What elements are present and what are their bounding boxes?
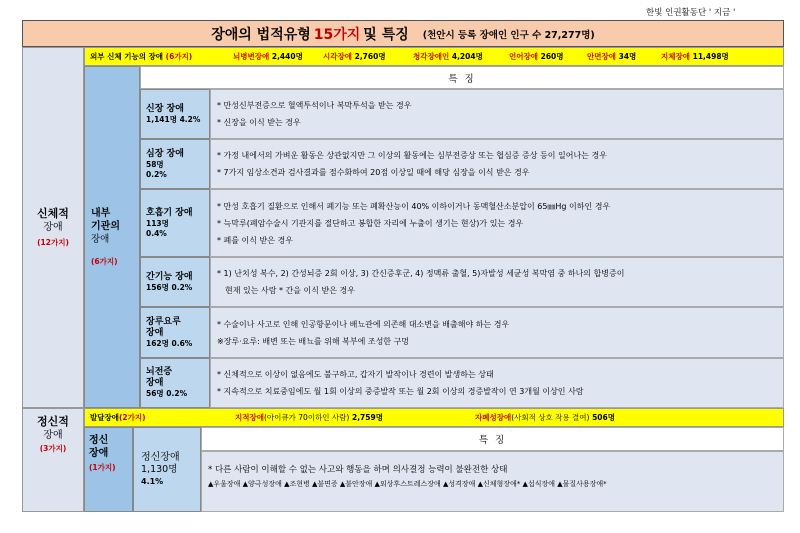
external-item: 청각장애인 4,204명 (413, 52, 483, 61)
mental-features-header: 특 징 (201, 427, 784, 451)
external-item: 언어장애 260명 (509, 52, 564, 61)
mental-types-list: ▲우울장애 ▲양극성장애 ▲조현병 ▲불면증 ▲불안장애 ▲외상후스트레스장애 ▲성격장애 ▲신체형장애* ▲섭식장애 ▲물질사용장애* (208, 480, 607, 488)
internal-count: (6가지) (91, 257, 118, 266)
external-label: 외부 신체 기능의 장애 (90, 52, 164, 61)
ostomy-features: * 수술이나 사고로 인해 인공항문이나 배뇨관에 의존해 대소변을 배출해야 하는 경우 ※장루·요루: 배변 또는 배뇨를 위해 복부에 조성한 구멍 (210, 307, 784, 358)
internal-organ-category (84, 66, 140, 408)
developmental-label: 발달장애(2가지) (90, 413, 146, 422)
mental-title: 정신적 (37, 415, 69, 428)
external-count: (6가지) (165, 52, 193, 61)
ostomy-disability-cell: 장루요루 장애 162명 0.6% (140, 307, 210, 358)
liver-features: * 1) 난치성 복수, 2) 간성뇌증 2회 이상, 3) 간신증후군, 4) 정맥류 출혈, 5)자발성 세균성 복막염 중 하나의 합병증이 현재 있는 사람 * 간을 이식 받은 경우 (210, 257, 784, 307)
physical-subtitle: 장애 (43, 222, 63, 233)
internal-line3: 장애 (91, 234, 110, 245)
title-note: (천안시 등록 장애인 인구 수 27,277명) (422, 29, 595, 41)
physical-disability-category (22, 47, 84, 408)
mental-subcategory: 정신 장애 (1가지) (84, 427, 133, 512)
physical-title: 신체적 (37, 207, 69, 220)
kidney-features: * 만성신부전증으로 혈액투석이나 복막투석을 받는 경우 * 신장을 이식 받는 경우 (210, 89, 784, 139)
organization-label: 한빛 인권활동단 ' 지금 ' (646, 8, 736, 18)
internal-line2: 기관의 (91, 221, 120, 232)
external-item: 뇌병변장애 2,440명 (233, 52, 303, 61)
title-main: 장애의 법적유형 (211, 26, 311, 43)
title-count: 15가지 (313, 26, 361, 43)
features-header: 특 징 (140, 66, 784, 89)
internal-line1: 내부 (91, 208, 111, 219)
external-item: 지체장애 11,498명 (661, 52, 729, 61)
developmental-row (84, 408, 784, 427)
respiratory-features: * 만성 호흡기 질환으로 인해서 폐기능 또는 폐확산능이 40% 이하이거나 동맥혈산소분압이 65㎜Hg 이하인 경우 * 늑막루(폐암수술시 기관지를 절단하고 봉합한 자리에 누출이 생기는 현상)가 있는 경우 * 폐를 이식 받은 경우 (210, 189, 784, 257)
epilepsy-disability-cell: 뇌전증 장애 56명 0.2% (140, 358, 210, 408)
mental-disability-category (22, 408, 84, 512)
kidney-disability-cell: 신장 장애 1,141명 4.2% (140, 89, 210, 139)
title-tail: 및 특징 (363, 26, 409, 43)
external-item: 안면장애 34명 (587, 52, 637, 61)
mental-description: * 다른 사람이 이해할 수 없는 사고와 행동을 하며 의사결정 능력이 불완전한 상태 (208, 465, 508, 475)
mental-subtitle: 장애 (43, 430, 63, 441)
mental-count: (3가지) (39, 444, 67, 453)
physical-count: (12가지) (37, 238, 69, 247)
page-title (22, 20, 784, 47)
autism-disability: 자폐성장애(사회적 상호 작용 결여) 506명 (475, 413, 615, 422)
epilepsy-features: * 신체적으로 이상이 없음에도 불구하고, 갑자기 발작이나 경련이 발생하는 상태 * 지속적으로 치료중임에도 월 1회 이상의 중증발작 또는 월 2회 이상의 경증발작이 연 3개월 이상인 사람 (210, 358, 784, 408)
mental-illness-cell: 정신장애 1,130명 4.1% (133, 427, 201, 512)
external-item: 시각장애 2,760명 (323, 52, 386, 61)
liver-disability-cell: 간기능 장애 156명 0.2% (140, 257, 210, 307)
external-label-cell (85, 51, 233, 62)
external-disabilities-row (84, 47, 784, 66)
respiratory-disability-cell: 호흡기 장애 113명 0.4% (140, 189, 210, 257)
heart-features: * 가정 내에서의 가벼운 활동은 상관없지만 그 이상의 활동에는 심부전증상 또는 협심증 증상 등이 일어나는 경우 * 7가지 임상소견과 검사결과를 점수화하여 20점 이상일 때에 해당 심장을 이식 받은 경우 (210, 139, 784, 189)
mental-features (201, 451, 784, 512)
heart-disability-cell: 심장 장애 58명 0.2% (140, 139, 210, 189)
intellectual-disability: 지적장애(아이큐가 70이하인 사람) 2,759명 (235, 413, 383, 422)
